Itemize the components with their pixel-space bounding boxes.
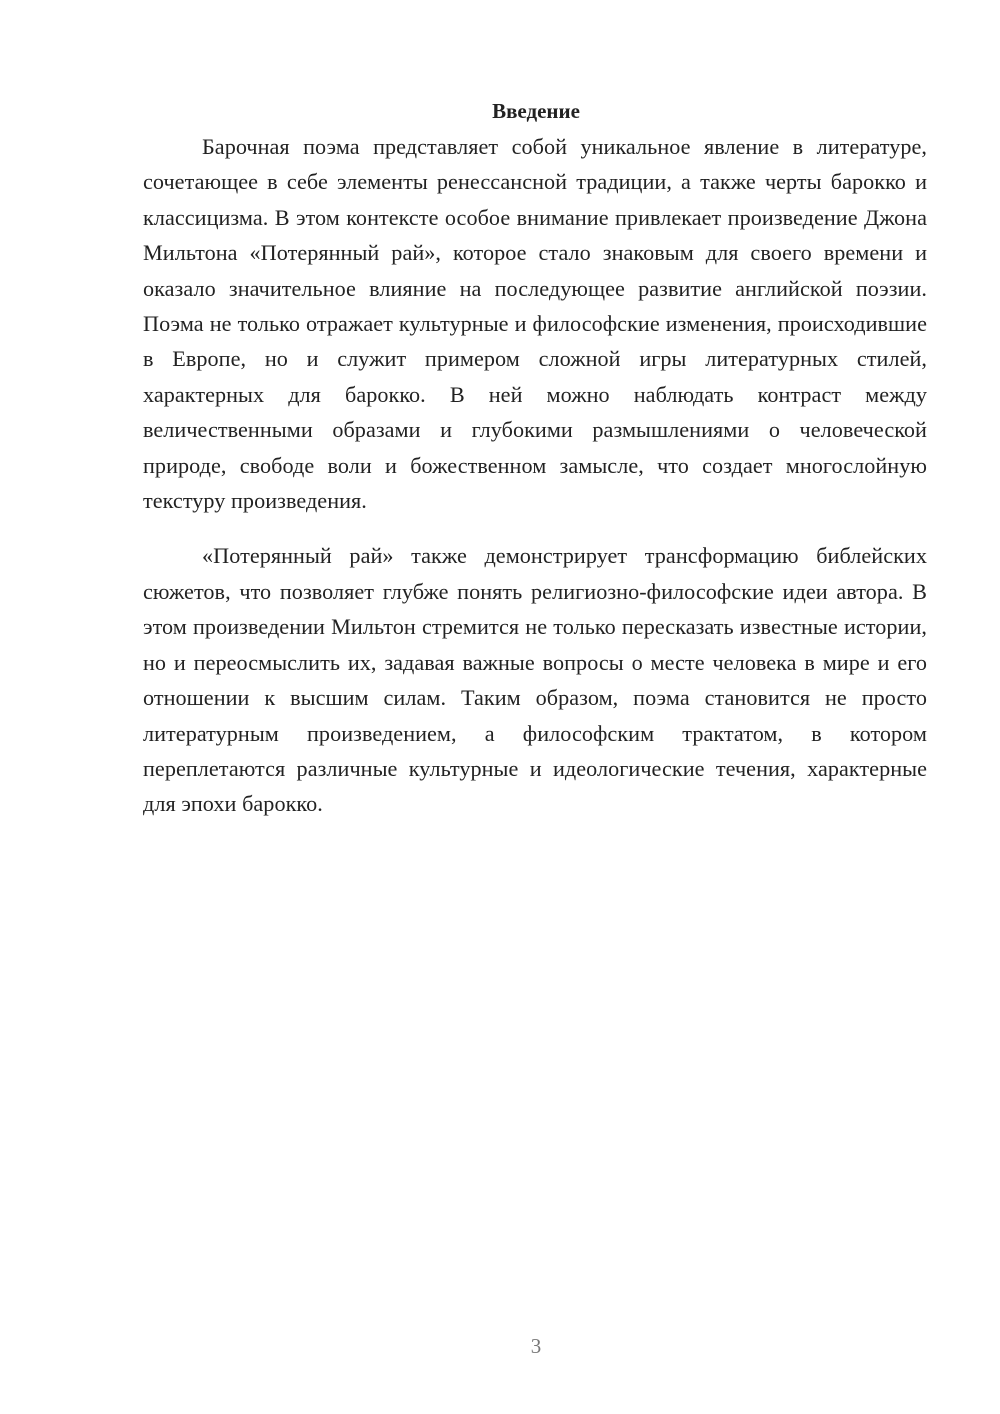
page-number: 3 — [530, 1334, 542, 1358]
section-title: Введение — [492, 99, 580, 123]
page-content — [143, 94, 927, 822]
paragraph-2: «Потерянный рай» также демонстрирует трансформацию библейских сюжетов, что позволяет глубже понять религиозно-философские идеи автора. В этом произведении Мильтон стремится не только пересказать известные истории, но и переосмыслить их, задавая важные вопросы о месте человека в мире и его отношении к высшим силам. Таким образом, поэма становится не просто литературным произведением, а философским трактатом, в котором переплетаются различные культурные и идеологические течения, характерные для эпохи барокко. — [143, 543, 927, 817]
paragraph-1: Барочная поэма представляет собой уникальное явление в литературе, сочетающее в себе элементы ренессансной традиции, а также черты барокко и классицизма. В этом контексте особое внимание привлекает произведение Джона Мильтона «Потерянный рай», которое стало знаковым для своего времени и оказало значительное влияние на последующее развитие английской поэзии. Поэма не только отражает культурные и философские изменения, происходившие в Европе, но и служит примером сложной игры литературных стилей, характерных для барокко. В ней можно наблюдать контраст между величественными образами и глубокими размышлениями о человеческой природе, свободе воли и божественном замысле, что создает многослойную текстуру произведения. — [143, 134, 927, 514]
